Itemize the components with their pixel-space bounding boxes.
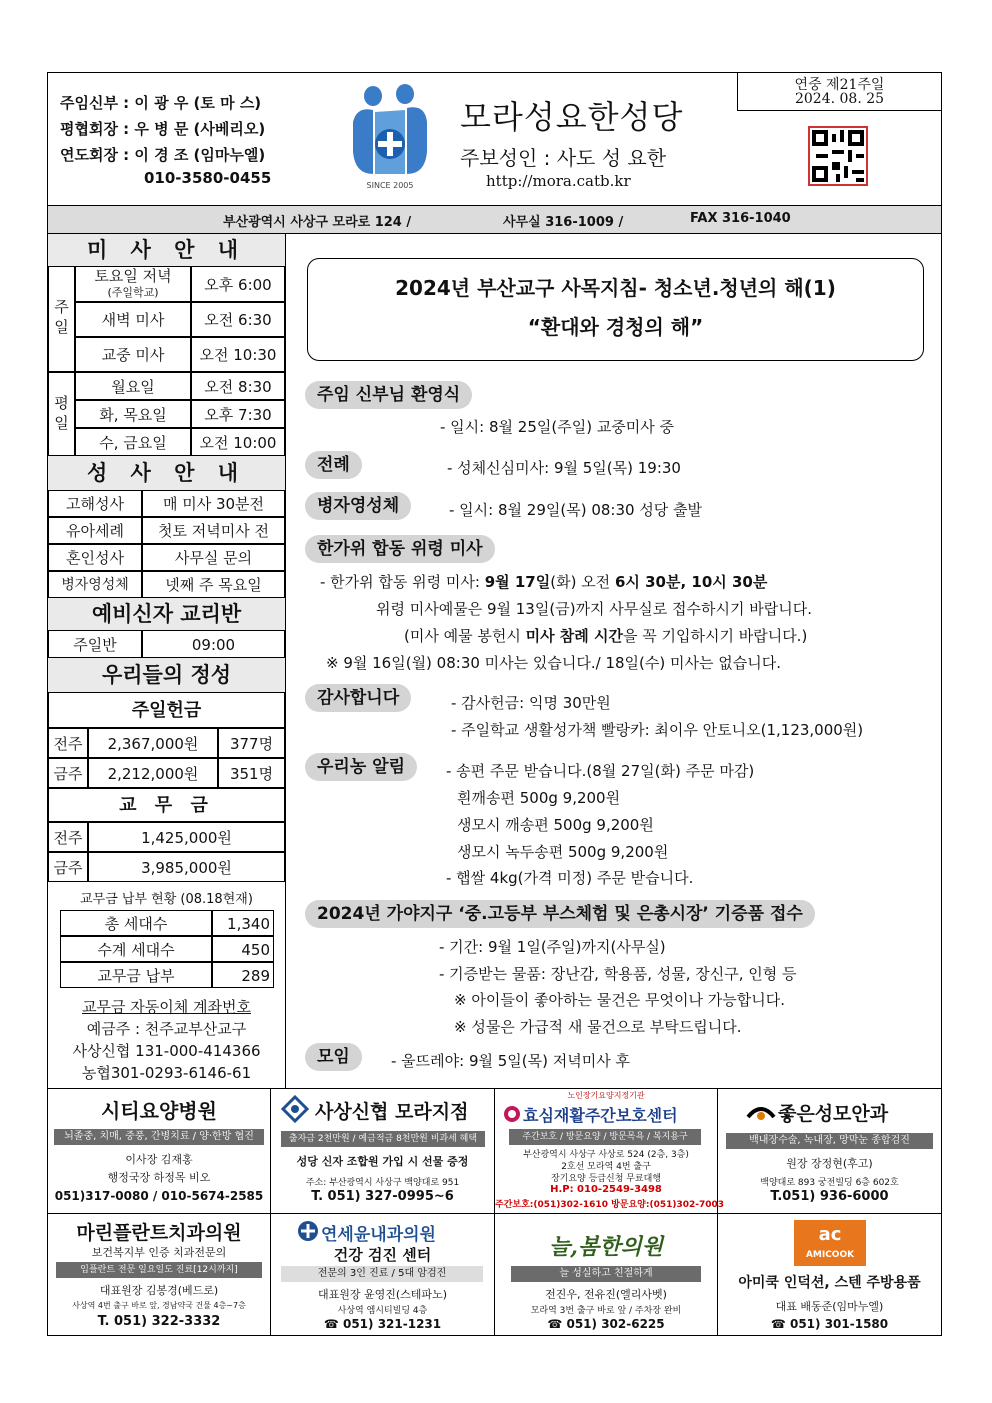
ad-line: 사상역 4번 출구 바로 앞, 경남약국 건물 4층~7층 <box>72 1301 246 1310</box>
status-value: 1,340 <box>212 910 274 936</box>
mass-time: 오전 8:30 <box>191 372 285 400</box>
mass-sub: (주일학교) <box>107 286 159 299</box>
chuseok-heading: 한가위 합동 위령 미사 <box>305 535 495 563</box>
mass-time: 오전 6:30 <box>191 302 285 337</box>
sacrament-value: 넷째 주 목요일 <box>142 571 285 598</box>
chuseok-detail-2: 위령 미사예물은 9월 13일(금)까지 사무실로 접수하시기 바랍니다. <box>376 600 812 618</box>
church-logo <box>345 82 435 192</box>
mass-name: 교중 미사 <box>75 337 191 372</box>
divider <box>737 110 942 111</box>
offering-title: 우리들의 정성 <box>48 658 285 692</box>
mass-name: 월요일 <box>75 372 191 400</box>
sacrament-name: 고해성사 <box>48 490 142 517</box>
shinhyup-logo-icon <box>281 1095 309 1123</box>
eye-logo-icon <box>746 1101 776 1123</box>
mass-title: 미 사 안 내 <box>48 234 285 266</box>
payment-status-title: 교무금 납부 현황 (08.18현재) <box>80 892 253 907</box>
farm-detail-3: 생모시 깨송편 500g 9,200원 <box>457 816 654 834</box>
sacrament-value: 첫토 저녁미사 전 <box>142 517 285 544</box>
sick-communion-detail: - 일시: 8월 29일(목) 08:30 성당 출발 <box>449 501 703 519</box>
mass-name: 새벽 미사 <box>75 302 191 337</box>
welcome-detail: - 일시: 8월 25일(주일) 교중미사 중 <box>440 418 675 436</box>
ad-line: 부산광역시 사상구 사상로 524 (2층, 3층) <box>523 1150 689 1160</box>
headline-subtitle: “환대와 경청의 해” <box>527 315 704 339</box>
farm-detail-2: 흰깨송편 500g 9,200원 <box>457 789 621 807</box>
autopay-title: 교무금 자동이체 계좌번호 <box>82 998 251 1016</box>
ad-city-hospital[interactable] <box>48 1089 270 1213</box>
status-value: 289 <box>212 962 274 988</box>
farm-heading: 우리농 알림 <box>305 753 417 781</box>
ad-tagline: 주간보호 / 방문요양 / 방문목욕 / 복지용구 <box>509 1129 701 1145</box>
ad-line: 대표원장 윤영진(스테파노) <box>318 1288 447 1301</box>
sacrament-name: 병자영성체 <box>48 571 142 598</box>
thanks-detail-2: - 주일학교 생활성가책 빨랑카: 최이우 안토니오(1,123,000원) <box>451 721 864 739</box>
amicook-mark: ac <box>818 1224 842 1245</box>
liturgy-week: 연중 제21주일 <box>794 77 885 93</box>
ad-name: 마린플란트치과의원 <box>76 1222 242 1244</box>
ad-name: 연세윤내과의원 <box>321 1225 436 1245</box>
parish-due-amount: 3,985,000원 <box>88 852 285 882</box>
amicook-logo-text: AMICOOK <box>805 1250 855 1260</box>
church-name: 모라성요한성당 <box>460 98 684 136</box>
farm-detail-5: - 햅쌀 4kg(가격 미정) 주문 받습니다. <box>446 869 694 887</box>
parish-due-label: 금주 <box>48 852 88 882</box>
mass-name: 수, 금요일 <box>75 428 191 456</box>
ad-mobile: H.P: 010-2549-3498 <box>550 1184 662 1195</box>
mass-time: 오전 10:00 <box>191 428 285 456</box>
ad-line: 원장 장정현(후고) <box>786 1157 873 1170</box>
ad-phone: T. 051) 322-3332 <box>97 1314 221 1329</box>
mass-sunday-row <box>75 266 191 302</box>
ad-phone: ☎ 051) 302-6225 <box>547 1317 665 1331</box>
ad-tagline: 출자금 2천만원 / 예금적금 8천만원 비과세 혜택 <box>281 1131 485 1147</box>
parish-due-label: 전주 <box>48 822 88 852</box>
yeondo-chair: 연도회장 : 이 경 조 (임마누엘) <box>60 146 266 164</box>
ad-tagline: 임플란트 전문 일요일도 진료[12시까지] <box>56 1262 262 1278</box>
ad-phone: T. 051) 327-0995~6 <box>311 1189 454 1204</box>
sick-communion-heading: 병자영성체 <box>305 492 411 520</box>
ad-line: 주소: 부산광역시 사상구 백양대로 951 <box>305 1178 460 1188</box>
catechumen-time: 09:00 <box>142 630 285 658</box>
thanks-heading: 감사합니다 <box>305 684 411 712</box>
ad-yonsei-clinic[interactable] <box>271 1214 494 1336</box>
offering-amount: 2,367,000원 <box>88 728 218 758</box>
mass-name: 화, 목요일 <box>75 400 191 428</box>
divider <box>285 233 286 1088</box>
ad-top-label: 노인장기요양지정기관 <box>567 1091 645 1100</box>
sacrament-name: 혼인성사 <box>48 544 142 571</box>
offering-label: 전주 <box>48 728 88 758</box>
status-value: 450 <box>212 936 274 962</box>
liturgy-detail: - 성체신심미사: 9월 5일(목) 19:30 <box>447 459 681 477</box>
ad-sasang-shinhyup[interactable] <box>271 1089 494 1213</box>
mass-time: 오전 10:30 <box>191 337 285 372</box>
account-nonghyup: 농협301-0293-6146-61 <box>81 1064 252 1082</box>
ad-hyosim-center[interactable] <box>495 1089 725 1213</box>
meeting-detail: - 울뜨레야: 9월 5일(목) 저녁미사 후 <box>391 1052 630 1070</box>
gaya-detail-1: - 기간: 9월 1일(주일)까지(사무실) <box>439 938 666 956</box>
ad-subtitle: 보건복지부 인증 치과전문의 <box>91 1246 227 1259</box>
sunday-offering-title: 주일헌금 <box>48 692 285 728</box>
thanks-detail-1: - 감사헌금: 익명 30만원 <box>451 694 611 712</box>
meeting-heading: 모임 <box>305 1043 362 1071</box>
ad-good-eye-clinic[interactable] <box>718 1089 941 1213</box>
office-number: 사무실 316-1009 / <box>503 215 624 230</box>
ad-name: 늘,봄한의원 <box>549 1234 663 1260</box>
sacrament-name: 유아세례 <box>48 517 142 544</box>
account-holder: 예금주 : 천주교부산교구 <box>86 1020 247 1038</box>
status-label: 교무금 납부 <box>60 962 212 988</box>
clinic-logo-icon <box>297 1220 319 1242</box>
mass-time: 오후 7:30 <box>191 400 285 428</box>
ad-line: 대표 배동준(임마누엘) <box>775 1300 884 1313</box>
ad-name: 효심재활주간보호센터 <box>523 1106 678 1125</box>
ad-line: 장기요양 등급신청 무료대행 <box>550 1174 662 1184</box>
chuseok-detail-3: (미사 예물 봉헌시 미사 참례 시간을 꼭 기입하시기 바랍니다.) <box>404 627 808 645</box>
farm-detail-1: - 송편 주문 받습니다.(8월 27일(화) 주문 마감) <box>446 762 755 780</box>
ad-line: 행정국장 하정목 비오 <box>107 1171 211 1184</box>
priest-name: 주임신부 : 이 광 우 (토 마 스) <box>60 94 262 112</box>
ad-subtitle: 건강 검진 센터 <box>333 1246 432 1264</box>
ad-name: 시티요양병원 <box>101 1099 217 1123</box>
account-shinhyup: 사상신협 131-000-414366 <box>72 1042 261 1060</box>
ad-line: 모라역 3번 출구 바로 앞 / 주차장 완비 <box>530 1306 682 1316</box>
catechumen-class: 주일반 <box>48 630 142 658</box>
gaya-detail-4: ※ 성물은 가급적 새 물건으로 부탁드립니다. <box>454 1018 742 1036</box>
offering-amount: 2,212,000원 <box>88 758 218 788</box>
offering-label: 금주 <box>48 758 88 788</box>
ad-tagline: 백내장수술, 녹내장, 망막눈 종합검진 <box>726 1133 933 1149</box>
ad-phone: ☎ 051) 321-1231 <box>323 1317 442 1331</box>
status-label: 수계 세대수 <box>60 936 212 962</box>
ad-tagline: 뇌졸중, 치매, 중풍, 간병치료 / 양·한방 협진 <box>54 1129 264 1145</box>
qr-code-icon[interactable] <box>808 126 868 186</box>
parish-due-title: 교 무 금 <box>48 788 285 822</box>
chuseok-detail-1: - 한가위 합동 위령 미사: 9월 17일(화) 오전 6시 30분, 10시 30분 <box>320 573 768 591</box>
gaya-heading: 2024년 가야지구 ‘중.고등부 부스체험 및 은총시장’ 기증품 접수 <box>305 900 815 928</box>
center-logo-icon <box>503 1105 521 1123</box>
patron-saint: 주보성인 : 사도 성 요한 <box>460 146 667 170</box>
office-phone: 010-3580-0455 <box>144 169 272 187</box>
ad-name: 사상신협 모라지점 <box>315 1101 469 1123</box>
gaya-detail-2: - 기증받는 물품: 장난감, 학용품, 성물, 장신구, 인형 등 <box>439 965 797 983</box>
offering-count: 351명 <box>218 758 285 788</box>
ad-line: 전진우, 전유진(엘리사벳) <box>545 1288 667 1301</box>
catechumen-title: 예비신자 교리반 <box>48 598 285 630</box>
fax-number: FAX 316-1040 <box>690 211 791 226</box>
weekday-label: 평일 <box>48 372 75 456</box>
ad-phone: ☎ 051) 301-1580 <box>770 1317 889 1331</box>
liturgy-heading: 전례 <box>305 451 362 479</box>
farm-detail-4: 생모시 녹두송편 500g 9,200원 <box>457 843 669 861</box>
sacrament-title: 성 사 안 내 <box>48 456 285 490</box>
sacrament-value: 매 미사 30분전 <box>142 490 285 517</box>
ad-name: 좋은성모안과 <box>778 1103 889 1125</box>
ad-line: 백양대로 893 궁전빌딩 6층 602호 <box>760 1178 899 1188</box>
welcome-heading: 주임 신부님 환영식 <box>305 381 472 409</box>
ad-phone: 주간보호:(051)302-1610 방문요양:(051)302-7003 <box>495 1200 725 1210</box>
offering-count: 377명 <box>218 728 285 758</box>
mass-name: 토요일 저녁 <box>94 267 172 285</box>
ad-neulbom-clinic[interactable] <box>495 1214 717 1336</box>
address-bar <box>48 206 941 233</box>
ad-tagline: 늘 성실하고 친절하게 <box>511 1266 701 1282</box>
amicook-logo <box>794 1220 866 1266</box>
gaya-detail-3: ※ 아이들이 좋아하는 물건은 무엇이나 가능합니다. <box>454 991 785 1009</box>
ad-line: 2호선 모라역 4번 출구 <box>561 1162 651 1172</box>
ad-phone: T.051) 936-6000 <box>770 1189 889 1204</box>
ad-marine-dental[interactable] <box>48 1214 270 1336</box>
ad-amicook[interactable] <box>718 1214 941 1336</box>
ad-line: 이사장 김재홍 <box>125 1153 193 1166</box>
logo-since-text: SINCE 2005 <box>366 181 414 190</box>
ad-phone: 051)317-0080 / 010-5674-2585 <box>54 1189 264 1203</box>
council-chair: 평협회장 : 우 병 문 (사베리오) <box>60 120 266 138</box>
headline-title: 2024년 부산교구 사목지침- 청소년.청년의 해(1) <box>395 276 836 300</box>
mass-time: 오후 6:00 <box>191 266 285 302</box>
status-label: 총 세대수 <box>60 910 212 936</box>
sacrament-value: 사무실 문의 <box>142 544 285 571</box>
address-text: 부산광역시 사상구 모라로 124 / <box>223 215 412 230</box>
bulletin-date: 2024. 08. 25 <box>794 91 885 107</box>
chuseok-detail-4: ※ 9월 16일(월) 08:30 미사는 있습니다./ 18일(수) 미사는 없습니다. <box>326 654 781 672</box>
ad-line: 사상역 엠시티빌딩 4층 <box>337 1306 428 1316</box>
parish-due-amount: 1,425,000원 <box>88 822 285 852</box>
ad-line: 대표원장 김봉경(베드로) <box>99 1284 219 1297</box>
sunday-label: 주일 <box>48 266 75 372</box>
ad-name: 아미쿡 인덕션, 스텐 주방용품 <box>738 1275 921 1291</box>
ad-line: 성당 신자 조합원 가입 시 선물 증정 <box>296 1155 469 1168</box>
ad-tagline: 전문의 3인 진료 / 5대 암검진 <box>281 1266 483 1282</box>
church-url[interactable]: http://mora.catb.kr <box>486 172 631 190</box>
